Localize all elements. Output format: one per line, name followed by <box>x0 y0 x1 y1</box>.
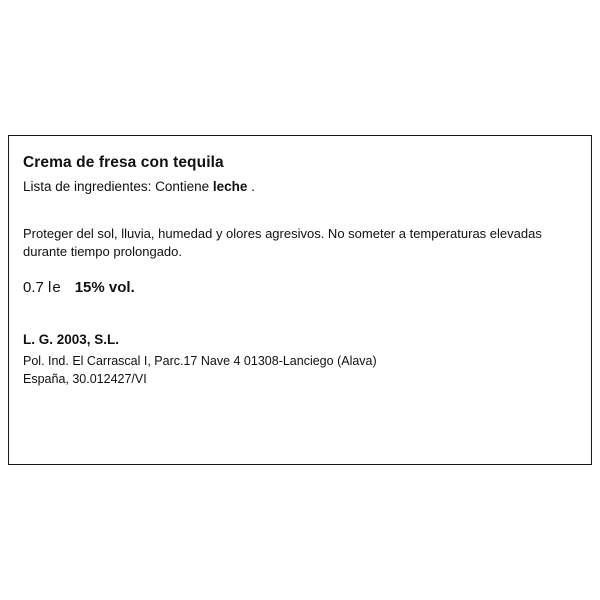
ingredients-prefix: Lista de ingredientes: Contiene <box>23 178 213 194</box>
volume-and-abv <box>23 279 577 297</box>
product-label <box>8 135 592 465</box>
allergen-milk: leche <box>212 178 248 194</box>
spacer <box>23 195 577 225</box>
estimated-sign-icon: e <box>52 278 61 296</box>
producer-address-line-2: España, 30.012427/VI <box>23 372 147 387</box>
ingredients-list <box>23 179 577 196</box>
producer-address-line-1: Pol. Ind. El Carrascal I, Parc.17 Nave 4 01308-Lanciego (Alava) <box>23 354 377 369</box>
alcohol-by-volume: 15% vol. <box>74 278 135 296</box>
producer-company: L. G. 2003, S.L. <box>23 331 120 347</box>
net-volume: 0.7 l <box>23 278 52 296</box>
storage-instructions: Proteger del sol, lluvia, humedad y olores agresivos. No someter a temperaturas elevadas durante tiempo prolongado. <box>23 226 542 260</box>
spacer <box>23 261 577 279</box>
spacer <box>23 388 577 428</box>
page-title: Crema de fresa con tequila <box>23 154 224 171</box>
ingredients-suffix: . <box>247 178 255 194</box>
spacer <box>23 297 577 331</box>
